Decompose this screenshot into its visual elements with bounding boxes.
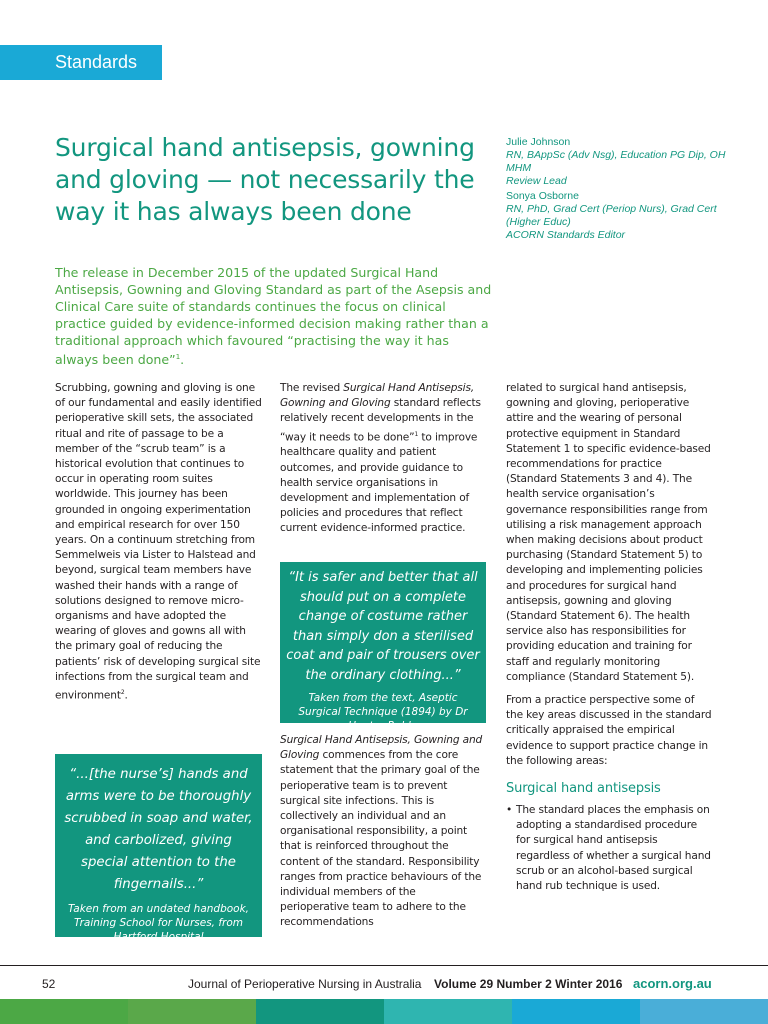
- section-subheading: Surgical hand antisepsis: [506, 781, 661, 797]
- article-title: Surgical hand antisepsis, gowning and gloving — not necessarily the way it has always been done: [55, 133, 475, 226]
- column-2-bottom: [280, 733, 486, 939]
- pull-quote-text: “...[the nurse’s] hands and arms were to be thoroughly scrubbed in soap and water, and carbolized, giving special attention to the fingernails...”: [64, 767, 253, 892]
- pull-quote-costume: [280, 562, 486, 732]
- paragraph: From a practice perspective some of the key areas discussed in the standard critically appraised the empirical evidence to support practice change in the following areas:: [506, 694, 712, 767]
- bullet-item: • The standard places the emphasis on adopting a standardised procedure for surgical hand antisepsis regardless of whether a surgical hand scrub or an alcohol-based surgical hand rub technique is used.: [506, 803, 712, 894]
- paragraph-lead: The revised: [280, 382, 344, 394]
- page-footer: [0, 975, 768, 993]
- author-name: Julie Johnson: [506, 136, 571, 148]
- section-tab: Standards: [0, 45, 162, 80]
- column-1: [55, 381, 263, 712]
- paragraph-rest: to improve healthcare quality and patient outcomes, and provide guidance to health service organisations in development and implementation of policies and procedures that reflect current evidence-informed practice.: [280, 431, 478, 535]
- author-role: ACORN Standards Editor: [506, 229, 626, 241]
- reference-marker: 1: [175, 353, 181, 361]
- paragraph: [55, 381, 263, 704]
- paragraph: related to surgical hand antisepsis, gowning and gloving, perioperative attire and the wearing of personal protective equipment in Standard Statement 1 to specific evidence-based recommendations for practice (Standard Statements 3 and 4). The health service organisation’s governance responsibilities range from utilising a risk management approach when making decisions about product purchasing (Standard Statement 5) to developing and implementing policies and procedures for surgical hand antisepsis, gowning and gloving (Standard Statement 6). The health service also has responsibilities for providing education and training for staff and regularly monitoring compliance (Standard Statement 5).: [506, 382, 711, 683]
- color-bar-segment: [384, 999, 512, 1024]
- author-block: [506, 136, 736, 242]
- pull-quote-source: Taken from the text, Aseptic Surgical Technique (1894) by Dr Hunter Robb.: [298, 692, 468, 732]
- pull-quote-nurse: [55, 754, 262, 943]
- color-bar-segment: [0, 999, 128, 1024]
- author-credentials: RN, PhD, Grad Cert (Periop Nurs), Grad Cert (Higher Educ): [506, 203, 717, 228]
- pull-quote-source: Taken from an undated handbook, Training School for Nurses, from Hartford Hospital: [67, 903, 250, 943]
- column-3: [506, 381, 712, 902]
- author-name: Sonya Osborne: [506, 190, 579, 202]
- standfirst-text: The release in December 2015 of the updated Surgical Hand Antisepsis, Gowning and Gloving Standard as part of the Asepsis and Clinical Care suite of standards continues the focus on clinical practice guided by evidence-informed decision making rather than a traditional approach which favoured “practising the way it has always been done”: [55, 265, 492, 368]
- author-role: Review Lead: [506, 175, 567, 187]
- reference-marker: 1: [414, 430, 419, 438]
- author-2: [506, 190, 736, 242]
- journal-name: Journal of Perioperative Nursing in Australia: [188, 977, 422, 991]
- paragraph-text: Scrubbing, gowning and gloving is one of our fundamental and easily identified perioperative skill sets, the associated ritual and rite of passage to be a member of the “scrub team” is a historical evolution that continues to occur in operating room suites worldwide. This journey has been grounded in ongoing experimentation and empirical research for over 150 years. On a continuum stretching from Semmelweis via Lister to Halstead and beyond, surgical team members have washed their hands with a range of solutions designed to remove micro-organisms and have adopted the wearing of gloves and gowns all with the primary goal of reducing the patients’ risk of developing surgical site infections from the surgical team and environment: [55, 382, 262, 702]
- standfirst-end: .: [180, 352, 185, 368]
- footer-rule: [0, 965, 768, 966]
- paragraph-end: .: [124, 689, 128, 702]
- color-bar-segment: [512, 999, 640, 1024]
- color-bar-segment: [256, 999, 384, 1024]
- website-link[interactable]: acorn.org.au: [633, 976, 712, 991]
- pull-quote-text: “It is safer and better that all should put on a complete change of costume rather than simply don a sterilised coat and pair of trousers over the ordinary clothing...”: [286, 570, 480, 683]
- color-bar-segment: [640, 999, 768, 1024]
- paragraph-text: standard reflects relatively recent developments in the “way it needs to be done”: [280, 397, 481, 444]
- standfirst: [55, 264, 495, 368]
- column-2-top: [280, 381, 486, 545]
- reference-marker: 2: [120, 689, 125, 697]
- page-number: 52: [42, 977, 56, 991]
- standard-title: Surgical Hand Antisepsis, Gowning and Gloving: [280, 382, 475, 410]
- author-1: [506, 136, 736, 188]
- author-credentials: RN, BAppSc (Adv Nsg), Education PG Dip, OH MHM: [506, 149, 726, 174]
- standard-title: Surgical Hand Antisepsis, Gowning and Gloving: [280, 734, 483, 762]
- paragraph: [280, 381, 486, 537]
- color-bar-segment: [128, 999, 256, 1024]
- color-bar-strip: [0, 999, 768, 1024]
- paragraph-rest: commences from the core statement that the primary goal of the perioperative team is to prevent surgical site infections. This is collectively an individual and an organisational responsibility, a point that is reinforced throughout the content of the standard. Responsibility ranges from practice behaviours of the individual members of the perioperative team to adhere to the recommendations: [280, 749, 482, 929]
- paragraph: [280, 733, 486, 931]
- issue-info: Volume 29 Number 2 Winter 2016: [434, 977, 623, 991]
